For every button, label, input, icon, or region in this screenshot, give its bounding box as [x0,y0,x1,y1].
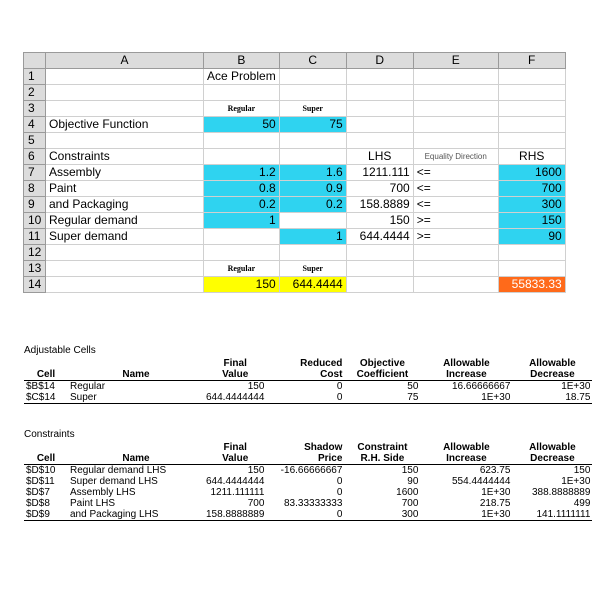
data-cell: 150 [247,381,265,392]
header-cell: Coefficient [344,369,420,381]
cell-d4[interactable] [346,117,413,133]
cell-e9[interactable]: <= [413,197,498,213]
row-header[interactable]: 11 [24,229,46,245]
cell-a2[interactable] [46,85,204,101]
cell-f3[interactable] [498,101,565,117]
header-cell: Final [223,442,247,453]
cell-c12[interactable] [279,245,346,261]
cell-c9[interactable]: 0.2 [279,197,346,213]
cell-b5[interactable] [204,133,280,149]
cell-c5[interactable] [279,133,346,149]
cell-d11[interactable]: 644.4444 [346,229,413,245]
header-cell: Price [266,453,344,465]
data-cell: 554.4444444 [452,476,511,487]
header-cell: Value [204,369,266,381]
cell-a11[interactable]: Super demand [46,229,204,245]
header-cell: Allowable [529,358,576,369]
cell-d13[interactable] [346,261,413,277]
sheet-row [24,197,566,213]
header-cell: Value [204,453,266,465]
data-cell: 0 [336,381,343,392]
cell-f2[interactable] [498,85,565,101]
data-cell: Regular [70,381,106,392]
data-cell: 0 [336,476,343,487]
spreadsheet-grid [23,52,566,293]
header-cell [24,442,68,453]
row-header[interactable]: 9 [24,197,46,213]
header-cell: Shadow [304,442,343,453]
sheet-row [24,245,566,261]
header-cell: Name [68,453,204,465]
cell-d5[interactable] [346,133,413,149]
column-header-row [24,53,566,69]
cell-e10[interactable]: >= [413,213,498,229]
sheet-row [24,149,566,165]
cell-c2[interactable] [279,85,346,101]
cell-b4[interactable]: 50 [204,117,280,133]
cell-d7[interactable]: 1211.111 [346,165,413,181]
data-cell: Super demand LHS [70,476,158,487]
cell-b10[interactable]: 1 [204,213,280,229]
cell-e7[interactable]: <= [413,165,498,181]
cell-e12[interactable] [413,245,498,261]
cell-e5[interactable] [413,133,498,149]
data-cell: 0 [336,487,343,498]
sheet-row [24,85,566,101]
header-cell: Allowable [529,442,576,453]
data-cell: 0 [266,392,344,404]
data-cell: $C$14 [24,392,68,404]
header-cell: Decrease [512,453,592,465]
adjustable-cells-table [24,358,592,404]
data-cell: 1211.111111 [210,487,265,498]
header-cell: Increase [420,369,512,381]
row-header[interactable]: 3 [24,101,46,117]
cell-d2[interactable] [346,85,413,101]
data-cell: 1E+30 [420,509,512,521]
cell-d9[interactable]: 158.8889 [346,197,413,213]
cell-b2[interactable] [204,85,280,101]
row-header[interactable]: 8 [24,181,46,197]
cell-b1[interactable]: Ace Problem [204,69,280,85]
cell-b13[interactable]: Regular [204,261,280,277]
row-header[interactable]: 4 [24,117,46,133]
sheet-row [24,229,566,245]
cell-d12[interactable] [346,245,413,261]
cell-d14[interactable] [346,277,413,293]
cell-c11[interactable]: 1 [279,229,346,245]
table-header-row [24,453,592,465]
cell-a4[interactable]: Objective Function [46,117,204,133]
table-row [24,487,592,498]
table-row [24,476,592,487]
sheet-row [24,133,566,149]
table-header-row [24,358,592,369]
data-cell: 75 [344,392,420,404]
data-cell: $D$11 [26,476,55,487]
data-cell: 644.4444444 [206,476,265,487]
row-header[interactable]: 2 [24,85,46,101]
data-cell: 700 [247,498,265,509]
cell-f4[interactable] [498,117,565,133]
data-cell: 16.66666667 [452,381,511,392]
data-cell: 388.8888889 [532,487,591,498]
data-cell: 83.33333333 [284,498,343,509]
data-cell: $D$7 [26,487,50,498]
data-cell: 644.4444444 [206,392,265,403]
table-row [24,465,592,477]
table-row [24,392,592,404]
data-cell: 50 [407,381,419,392]
row-header[interactable]: 14 [24,277,46,293]
cell-a5[interactable] [46,133,204,149]
cell-a14[interactable] [46,277,204,293]
header-cell [24,358,68,369]
cell-f9[interactable]: 300 [498,197,565,213]
cell-a13[interactable] [46,261,204,277]
header-cell: Cost [266,369,344,381]
cell-f1[interactable] [498,69,565,85]
cell-e11[interactable]: >= [413,229,498,245]
cell-e2[interactable] [413,85,498,101]
cell-c1[interactable] [279,69,346,85]
sheet-row [24,213,566,229]
cell-d6[interactable]: LHS [346,149,413,165]
column-header-c[interactable]: C [279,53,346,69]
data-cell: 623.75 [479,465,511,476]
data-cell: $D$10 [26,465,56,476]
data-cell: and Packaging LHS [68,509,204,521]
cell-c8[interactable]: 0.9 [279,181,346,197]
cell-a10[interactable]: Regular demand [46,213,204,229]
data-cell: Assembly LHS [70,487,136,498]
row-header[interactable]: 7 [24,165,46,181]
data-cell: 300 [344,509,420,521]
cell-b12[interactable] [204,245,280,261]
data-cell: 1E+30 [481,487,511,498]
header-cell: Objective [359,358,405,369]
sheet-row [24,165,566,181]
data-cell: 499 [573,498,591,509]
column-header-b[interactable]: B [204,53,280,69]
data-cell: 1600 [396,487,419,498]
cell-b6[interactable] [204,149,280,165]
table-row [24,381,592,393]
header-cell [68,358,204,369]
cell-b9[interactable]: 0.2 [204,197,280,213]
cell-d3[interactable] [346,101,413,117]
row-header[interactable]: 6 [24,149,46,165]
data-cell: 218.75 [479,498,511,509]
header-cell: Increase [420,453,512,465]
header-cell: Constraint [357,442,408,453]
cell-f13[interactable] [498,261,565,277]
header-cell: Allowable [443,358,490,369]
cell-d8[interactable]: 700 [346,181,413,197]
header-cell [68,442,204,453]
header-cell: Cell [24,453,68,465]
cell-a9[interactable]: and Packaging [46,197,204,213]
data-cell: 150 [247,465,265,476]
cell-c3[interactable]: Super [279,101,346,117]
cell-b14[interactable]: 150 [204,277,280,293]
cell-e6[interactable]: Equality Direction [413,149,498,165]
cell-f7[interactable]: 1600 [498,165,565,181]
header-cell: Cell [24,369,68,381]
cell-a3[interactable] [46,101,204,117]
cell-a7[interactable]: Assembly [46,165,204,181]
header-cell: R.H. Side [344,453,420,465]
cell-e14[interactable] [413,277,498,293]
data-cell: Super [68,392,204,404]
sheet-row [24,181,566,197]
cell-d1[interactable] [346,69,413,85]
cell-c13[interactable]: Super [279,261,346,277]
sheet-row [24,117,566,133]
table-row [24,498,592,509]
cell-b7[interactable]: 1.2 [204,165,280,181]
data-cell: 150 [573,465,591,476]
data-cell: -16.66666667 [280,465,343,476]
cell-f11[interactable]: 90 [498,229,565,245]
data-cell: 1E+30 [561,381,591,392]
table-header-row [24,369,592,381]
cell-e3[interactable] [413,101,498,117]
data-cell: Paint LHS [70,498,116,509]
header-cell: Reduced [300,358,343,369]
cell-a1[interactable] [46,69,204,85]
header-cell: Decrease [512,369,592,381]
cell-f12[interactable] [498,245,565,261]
data-cell: 158.8888889 [206,509,265,520]
row-header[interactable]: 1 [24,69,46,85]
cell-e1[interactable] [413,69,498,85]
header-cell: Allowable [443,442,490,453]
cell-a6[interactable]: Constraints [46,149,204,165]
data-cell: 700 [401,498,419,509]
cell-e13[interactable] [413,261,498,277]
column-header-f[interactable]: F [498,53,565,69]
cell-c7[interactable]: 1.6 [279,165,346,181]
column-header-a[interactable]: A [46,53,204,69]
data-cell: 141.1111111 [512,509,592,521]
row-header[interactable]: 10 [24,213,46,229]
sheet-row [24,69,566,85]
cell-b11[interactable] [204,229,280,245]
column-header-e[interactable]: E [413,53,498,69]
header-cell: Name [68,369,204,381]
adjustable-cells-title: Adjustable Cells [24,345,96,356]
cell-c14[interactable]: 644.4444 [279,277,346,293]
data-cell: 1E+30 [561,476,591,487]
cell-f14[interactable]: 55833.33 [498,277,565,293]
data-cell: 0 [266,509,344,521]
column-header-d[interactable]: D [346,53,413,69]
row-header[interactable]: 5 [24,133,46,149]
cell-f8[interactable]: 700 [498,181,565,197]
cell-c4[interactable]: 75 [279,117,346,133]
row-header[interactable]: 12 [24,245,46,261]
cell-c6[interactable] [279,149,346,165]
select-all-corner[interactable] [24,53,46,69]
data-cell: 150 [401,465,419,476]
cell-c10[interactable] [279,213,346,229]
sheet-row [24,277,566,293]
cell-e8[interactable]: <= [413,181,498,197]
cell-d10[interactable]: 150 [346,213,413,229]
data-cell: 90 [407,476,419,487]
cell-f10[interactable]: 150 [498,213,565,229]
cell-b8[interactable]: 0.8 [204,181,280,197]
header-cell: Final [223,358,247,369]
table-header-row [24,442,592,453]
cell-a12[interactable] [46,245,204,261]
cell-a8[interactable]: Paint [46,181,204,197]
data-cell: Regular demand LHS [70,465,167,476]
table-row [24,509,592,521]
sheet-row [24,101,566,117]
constraints-title: Constraints [24,429,75,440]
cell-e4[interactable] [413,117,498,133]
data-cell: $B$14 [26,381,55,392]
data-cell: 18.75 [512,392,592,404]
constraints-table [24,442,592,521]
cell-f6[interactable]: RHS [498,149,565,165]
row-header[interactable]: 13 [24,261,46,277]
cell-b3[interactable]: Regular [204,101,280,117]
data-cell: $D$8 [26,498,50,509]
sheet-row [24,261,566,277]
cell-f5[interactable] [498,133,565,149]
data-cell: 1E+30 [420,392,512,404]
data-cell: $D$9 [24,509,68,521]
